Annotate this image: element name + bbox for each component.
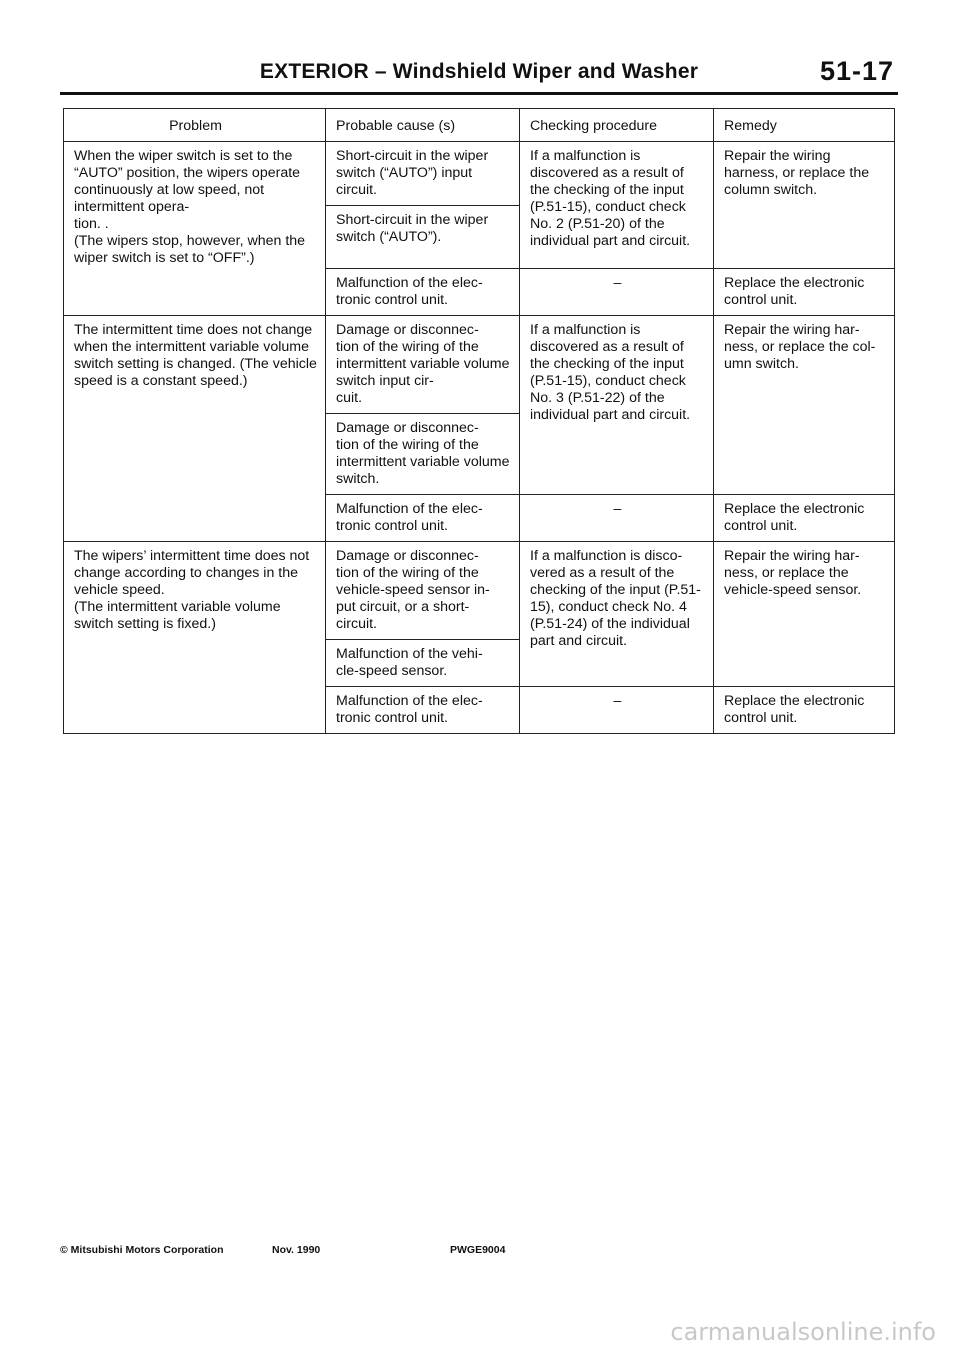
remedy-cell: Repair the wiring har- ness, or replace the vehicle-speed sensor.: [714, 542, 895, 687]
column-header-problem: Problem: [64, 109, 326, 142]
problem-cell: The wipers’ intermittent time does not change according to changes in the vehicle speed. (The intermittent variable volume switch setting is fixed.): [64, 542, 326, 734]
cause-cell: Damage or disconnec- tion of the wiring of the vehicle-speed sensor in- put circuit, or a short- circuit.: [326, 542, 520, 640]
cause-cell: Malfunction of the elec- tronic control unit.: [326, 687, 520, 734]
footer-copyright: © Mitsubishi Motors Corporation: [60, 1244, 224, 1256]
watermark: carmanualsonline.info: [670, 1318, 936, 1346]
troubleshooting-table: [63, 108, 895, 734]
remedy-cell: Replace the electronic control unit.: [714, 269, 895, 316]
checking-cell: If a malfunction is disco- vered as a result of the checking of the input (P.51-15), conduct check No. 4 (P.51-24) of the individual part and circuit.: [520, 542, 714, 687]
column-header-remedy: Remedy: [714, 109, 895, 142]
checking-cell: –: [520, 687, 714, 734]
remedy-cell: Repair the wiring harness, or replace the column switch.: [714, 142, 895, 269]
checking-cell: If a malfunction is discovered as a result of the checking of the input (P.51-15), conduct check No. 3 (P.51-22) of the individual part and circuit.: [520, 316, 714, 495]
footer-code: PWGE9004: [450, 1244, 506, 1256]
cause-cell: Malfunction of the vehi- cle-speed sensor.: [326, 640, 520, 687]
page-title: EXTERIOR – Windshield Wiper and Washer: [259, 60, 699, 83]
cause-cell: Malfunction of the elec- tronic control unit.: [326, 269, 520, 316]
column-header-cause: Probable cause (s): [326, 109, 520, 142]
page-number: 51-17: [819, 56, 894, 86]
column-header-checking: Checking procedure: [520, 109, 714, 142]
table-row: [64, 142, 895, 206]
remedy-cell: Replace the electronic control unit.: [714, 495, 895, 542]
table-row: [64, 316, 895, 414]
remedy-cell: Repair the wiring har- ness, or replace the col- umn switch.: [714, 316, 895, 495]
cause-cell: Damage or disconnec- tion of the wiring of the intermittent variable volume switch.: [326, 414, 520, 495]
checking-cell: –: [520, 495, 714, 542]
footer-date: Nov. 1990: [272, 1244, 321, 1256]
cause-cell: Short-circuit in the wiper switch (“AUTO”) input circuit.: [326, 142, 520, 206]
checking-cell: –: [520, 269, 714, 316]
problem-cell: The intermittent time does not change when the intermittent variable volume switch setting is changed. (The vehicle speed is a constant speed.): [64, 316, 326, 542]
remedy-cell: Replace the electronic control unit.: [714, 687, 895, 734]
table-row: [64, 542, 895, 640]
cause-cell: Damage or disconnec- tion of the wiring of the intermittent variable volume switch input cir- cuit.: [326, 316, 520, 414]
checking-cell: If a malfunction is discovered as a result of the checking of the input (P.51-15), conduct check No. 2 (P.51-20) of the individual part and circuit.: [520, 142, 714, 269]
problem-cell: When the wiper switch is set to the “AUTO” position, the wipers operate continuously at low speed, not intermittent opera- tion. . (The wipers stop, however, when the wiper switch is set to “OFF”.): [64, 142, 326, 316]
cause-cell: Malfunction of the elec- tronic control unit.: [326, 495, 520, 542]
table-header-row: [64, 109, 895, 142]
cause-cell: Short-circuit in the wiper switch (“AUTO”).: [326, 206, 520, 269]
page-header: [60, 58, 898, 95]
